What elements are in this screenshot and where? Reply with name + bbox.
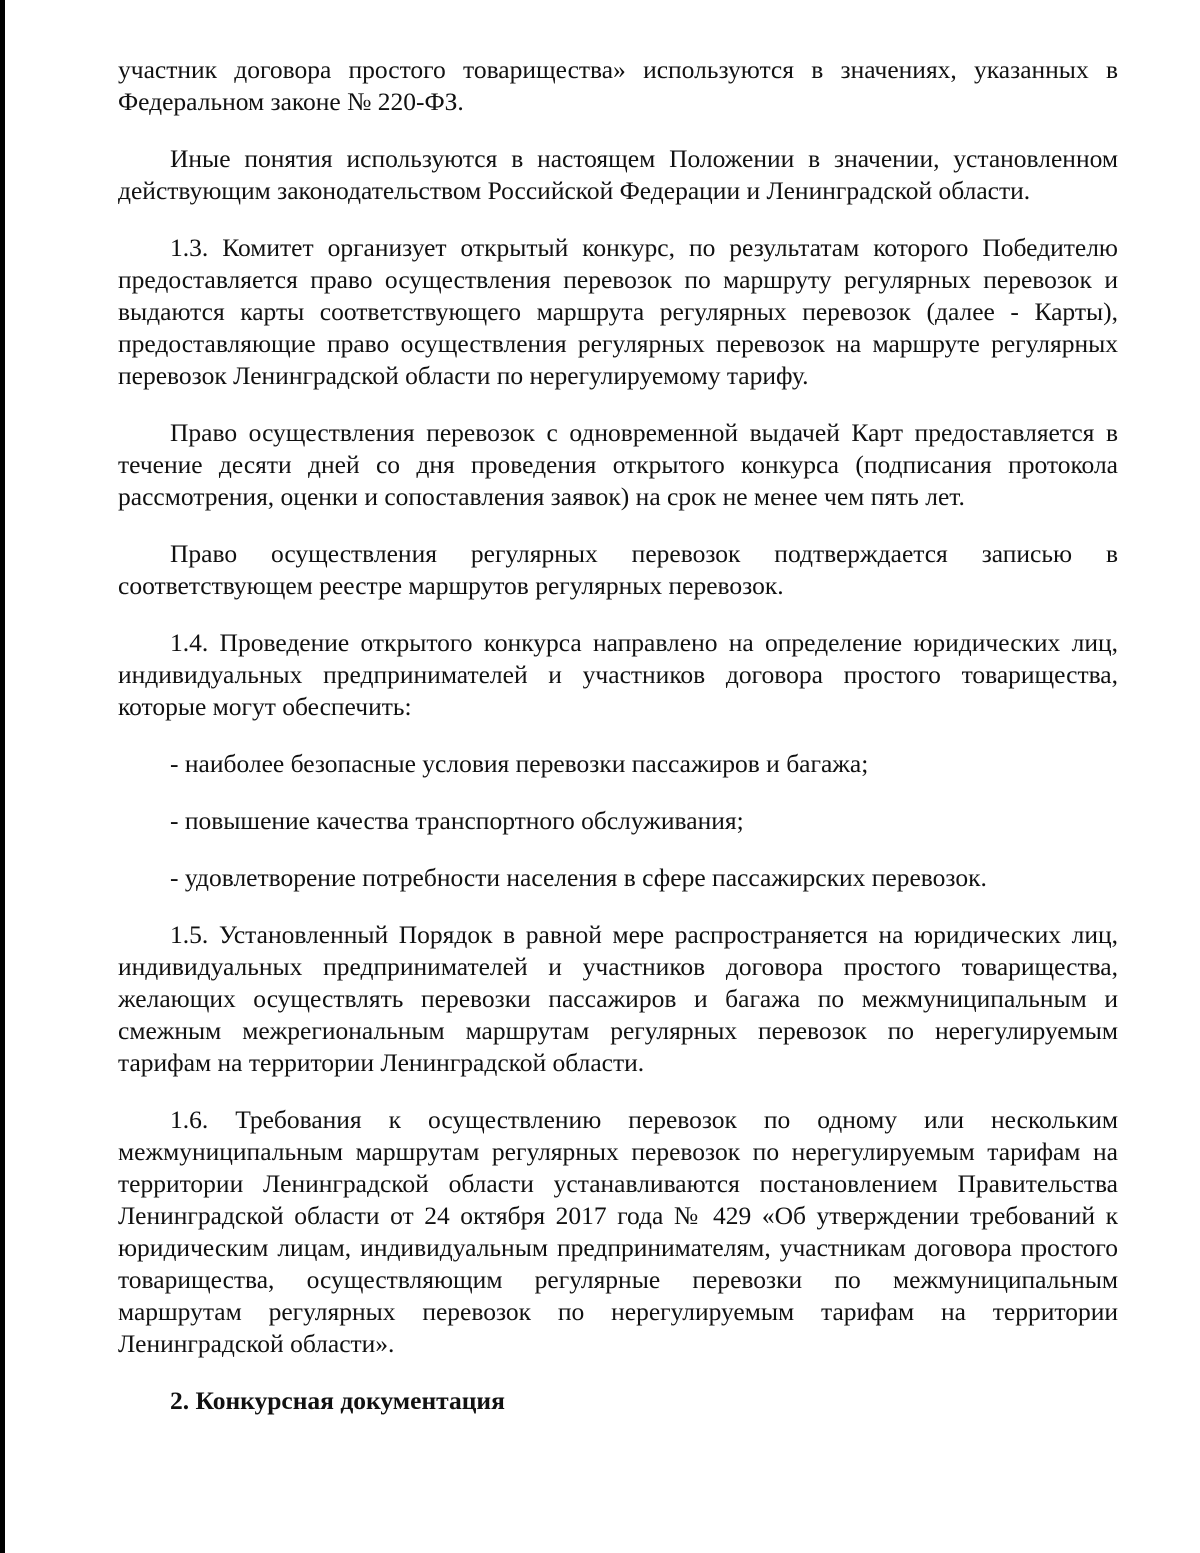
list-item-quality: - повышение качества транспортного обслуживания;	[170, 806, 744, 835]
paragraph-1-6: 1.6. Требования к осуществлению перевозок по одному или нескольким межмуниципальным маршрутам регулярных перевозок по нерегулируемым тарифам на территории Ленинградской области устанавливаются постановлением Правительства Ленинградской области от 24 октября 2017 года № 429 «Об утверждении требований к юридическим лицам, индивидуальным предпринимателям, участникам договора простого товарищества, осуществляющим регулярные перевозки по межмуниципальным маршрутам регулярных перевозок по нерегулируемым тарифам на территории Ленинградской области».	[118, 1105, 1118, 1358]
paragraph-1-4: 1.4. Проведение открытого конкурса направлено на определение юридических лиц, индивидуальных предпринимателей и участников договора простого товарищества, которые могут обеспечить:	[118, 628, 1118, 721]
paragraph-registry-record: Право осуществления регулярных перевозок подтверждается записью в соответствующем реестре маршрутов регулярных перевозок.	[118, 539, 1118, 600]
scan-edge-line	[0, 0, 5, 1553]
paragraph-1-5: 1.5. Установленный Порядок в равной мере распространяется на юридических лиц, индивидуальных предпринимателей и участников договора простого товарищества, желающих осуществлять перевозки пассажиров и багажа по межмуниципальным и смежным межрегиональным маршрутам регулярных перевозок по нерегулируемым тарифам на территории Ленинградской области.	[118, 920, 1118, 1077]
paragraph-other-terms: Иные понятия используются в настоящем Положении в значении, установленном действующим законодательством Российской Федерации и Ленинградской области.	[118, 144, 1118, 205]
paragraph-1-3: 1.3. Комитет организует открытый конкурс, по результатам которого Победителю предоставляется право осуществления перевозок по маршруту регулярных перевозок и выдаются карты соответствующего маршрута регулярных перевозок (далее - Карты), предоставляющие право осуществления регулярных перевозок на маршруте регулярных перевозок Ленинградской области по нерегулируемому тарифу.	[118, 233, 1118, 390]
paragraph-continuation: участник договора простого товарищества» используются в значениях, указанных в Федеральном законе № 220-ФЗ.	[118, 55, 1118, 116]
paragraph-right-with-cards: Право осуществления перевозок с одновременной выдачей Карт предоставляется в течение десяти дней со дня проведения открытого конкурса (подписания протокола рассмотрения, оценки и сопоставления заявок) на срок не менее чем пять лет.	[118, 418, 1118, 511]
section-heading: 2. Конкурсная документация	[170, 1386, 505, 1415]
list-item-demand: - удовлетворение потребности населения в сфере пассажирских перевозок.	[170, 863, 987, 892]
document-body	[118, 54, 1118, 1417]
list-item-safety: - наиболее безопасные условия перевозки пассажиров и багажа;	[170, 749, 869, 778]
